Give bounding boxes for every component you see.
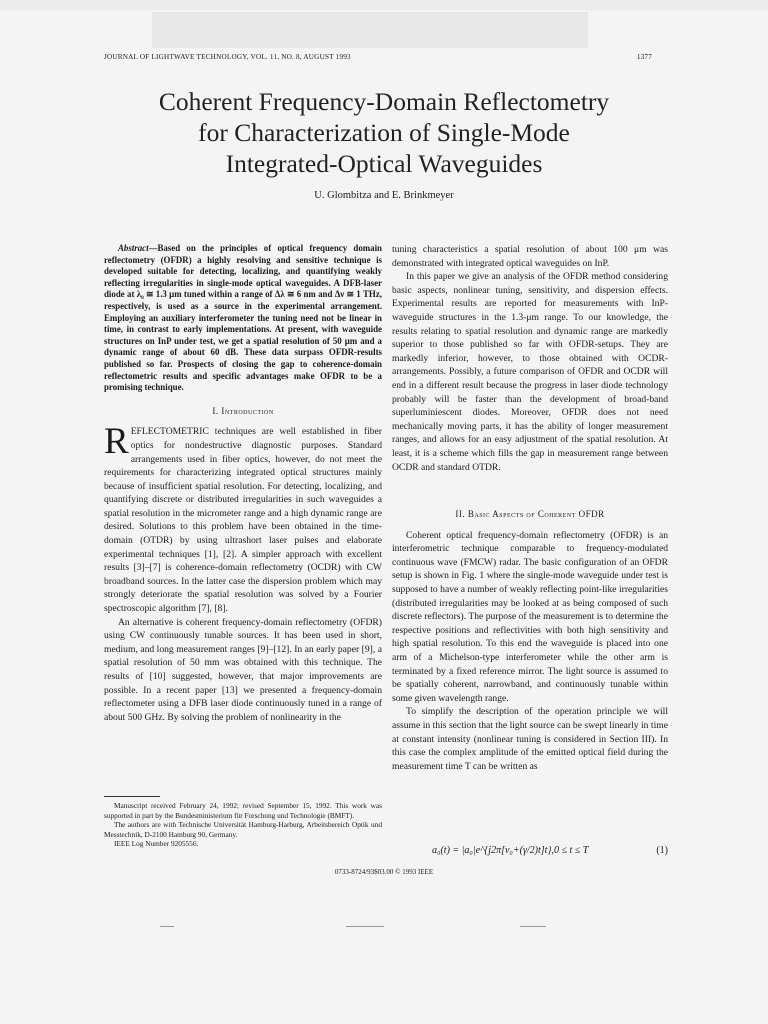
running-header bbox=[104, 53, 652, 61]
equation-range: 0 ≤ t ≤ T bbox=[554, 845, 589, 856]
title-line-2: for Characterization of Single-Mode bbox=[198, 118, 570, 147]
scan-mark bbox=[520, 926, 546, 927]
footnote-affiliation: The authors are with Technische Universität Hamburg-Harburg, Arbeitsbereich Optik und Messtechnik, D-2100 Hamburg 90, Germany. bbox=[104, 820, 382, 839]
footnote-log-number: IEEE Log Number 9205556. bbox=[114, 839, 199, 849]
intro-paragraph-1 bbox=[104, 421, 382, 615]
abstract bbox=[104, 243, 382, 394]
scan-mark bbox=[346, 926, 384, 927]
equation-number: (1) bbox=[656, 845, 668, 856]
abstract-text: —Based on the principles of optical frequency domain reflectometry (OFDR) a highly resolving and sensitive technique is developed suitable for detecting, localizing, and quantifying weakly reflecting irregularities in single-mode optical waveguides. A DFB-laser diode at λ₀ ≅ 1.3 μm tuned within a range of Δλ ≅ 6 nm and Δν ≅ 1 THz, respectively, is used as a source in the experimental arrangement. Employing an auxiliary interferometer the tuning need not be linear in time, in contrast to early implementations. At present, with waveguide structures on InP under test, we get a spatial resolution of 50 μm and a dynamic range of about 60 dB. These data surpass OFDR-results published so far. Prospects of closing the gap to coherence-domain reflectometric results and specific advantages make OFDR to be a promising technique. bbox=[104, 243, 382, 393]
footnote bbox=[104, 796, 382, 849]
drop-cap: R bbox=[104, 421, 129, 463]
left-column bbox=[104, 243, 382, 724]
title-line-3: Integrated-Optical Waveguides bbox=[225, 149, 543, 178]
footnote-rule bbox=[104, 796, 160, 797]
abstract-label: Abstract bbox=[118, 243, 149, 253]
right-paragraph-3: Coherent optical frequency-domain reflectometry (OFDR) is an interferometric technique comparable to frequency-modulated continuous wave (FMCW) radar. The basic configuration of an OFDR setup is shown in Fig. 1 where the single-mode waveguide under test is supposed to have a number of weakly reflecting point-like irregularities (distributed irregularities may be looked at as being composed of such discrete reflectors). The purpose of the measurement is to determine the respective positions and reflectivities with both high sensitivity and high spatial resolution. To this end the waveguide is placed into one arm of a Michelson-type interferometer while the other arm is terminated by a fixed reference mirror. The light source is assumed to be spatially coherent, narrowband, and continuously tunable within some given wavelength range. bbox=[392, 529, 668, 704]
copyright-line: 0733-8724/93$03.00 © 1993 IEEE bbox=[334, 868, 434, 876]
intro-paragraph-1-text: EFLECTOMETRIC techniques are well established in fiber optics for nondestructive diagnostic purposes. Standard arrangements used in fiber optics, however, do not meet the requirements for characterizing integrated optical structures mainly because of insufficient spatial resolution. For detecting, localizing, and quantifying discrete or distributed irregularities in such waveguides a spatial resolution in the micrometer range and a high dynamic range are desired. Solutions to this problem have been obtained in the time-domain (OTDR) by using ultrashort laser pulses and elaborate experimental techniques [1], [2]. A simpler approach with excellent results [3]–[7] is coherence-domain reflectometry (OCDR) with CW broadband sources. In the latter case the dispersion problem which may strongly deteriorate the spatial resolution was solved by a Fourier spectroscopic algorithm [7], [8]. bbox=[104, 426, 382, 615]
intro-paragraph-2: An alternative is coherent frequency-domain reflectometry (OFDR) using CW continuously tunable sources. It has been used in short, medium, and long measurement ranges [9]–[12]. In an early paper [9], a spatial resolution of 50 mm was obtained with this technique. The results of [10] suggested, however, that major improvements are possible. In a recent paper [13] we presented a frequency-domain reflectometer using a DFB laser diode continuously tuned in a range of about 500 GHz. By solving the problem of nonlinearity in the bbox=[104, 616, 382, 723]
scan-mark bbox=[160, 926, 174, 927]
right-paragraph-1: tuning characteristics a spatial resolution of about 100 μm was demonstrated with integrated optical waveguides on InP. bbox=[392, 244, 668, 269]
journal-citation: JOURNAL OF LIGHTWAVE TECHNOLOGY, VOL. 11, NO. 8, AUGUST 1993 bbox=[104, 53, 351, 61]
right-paragraph-2: In this paper we give an analysis of the OFDR method considering basic aspects, nonlinear tuning, sensitivity, and dispersion effects. Experimental results are reported for measurements with InP-waveguide structures in the 1.3-μm range. To our knowledge, the results relating to spatial resolution and dynamic range are markedly superior to those published so far with OFDR-setups. They are markedly inferior, however, to those obtained with OCDR-arrangements. Possibly, a future comparison of OFDR and OCDR will end in a different result because the progress in laser diode technology probably will be faster than the development of broad-band superluminiescent diodes. Moreover, OFDR does not need mechanically moving parts, it has the ability of longer measurement ranges, and allows for an easy adjustment of the spatial resolution. At least, it is a scheme which fills the gap in measurement range between OCDR and standard OTDR. bbox=[392, 271, 668, 473]
paper-title bbox=[0, 86, 768, 179]
authors: U. Glombitza and E. Brinkmeyer bbox=[314, 190, 454, 201]
scan-top-band bbox=[0, 0, 768, 10]
scan-gray-patch bbox=[152, 12, 588, 48]
page-number: 1377 bbox=[636, 53, 652, 61]
footnote-manuscript: Manuscript received February 24, 1992; revised September 15, 1992. This work was supported in part by the Bundesministerium für Forschung und Technologie (BMFT). bbox=[104, 801, 382, 820]
right-column bbox=[392, 243, 668, 773]
section-heading-basic-aspects: II. Basic Aspects of Coherent OFDR bbox=[455, 509, 605, 520]
equation-expression: a₀(t) = |a₀|e^{j2π[ν₀+(γ/2)t]t}, bbox=[432, 845, 554, 856]
right-paragraph-4: To simplify the description of the operation principle we will assume in this section that the light source can be swept linearly in time at constant intensity (nonlinear tuning is considered in Section III). In this case the complex amplitude of the emitted optical field during the measurement time T can be written as bbox=[392, 706, 668, 772]
section-heading-introduction: I. Introduction bbox=[212, 405, 274, 416]
title-line-1: Coherent Frequency-Domain Reflectometry bbox=[158, 87, 610, 116]
